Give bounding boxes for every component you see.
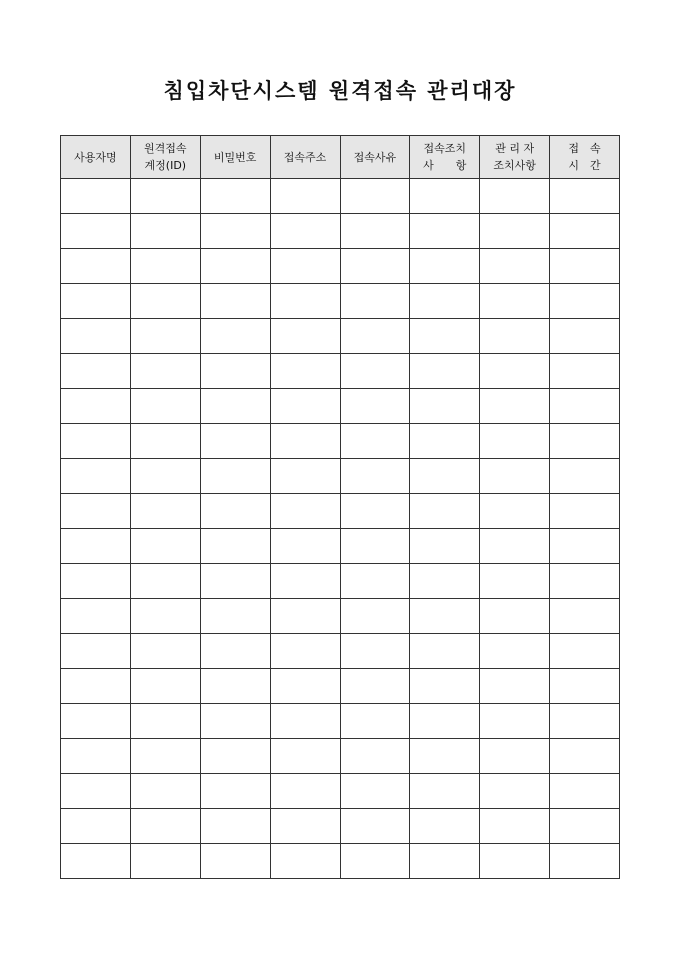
header-access-time-label-2: 시 간 (568, 159, 601, 172)
table-cell (340, 389, 410, 424)
table-cell (130, 424, 200, 459)
table-row (61, 564, 620, 599)
table-cell (550, 249, 620, 284)
table-cell (410, 179, 480, 214)
table-cell (130, 844, 200, 879)
table-cell (340, 249, 410, 284)
table-row (61, 319, 620, 354)
table-cell (270, 389, 340, 424)
table-cell (410, 354, 480, 389)
table-cell (340, 529, 410, 564)
table-cell (130, 284, 200, 319)
table-cell (340, 634, 410, 669)
table-cell (200, 459, 270, 494)
table-cell (200, 529, 270, 564)
table-cell (130, 669, 200, 704)
table-cell (340, 494, 410, 529)
table-cell (61, 214, 131, 249)
remote-access-log-table (60, 135, 620, 879)
table-cell (550, 634, 620, 669)
header-remote-account-label-2: 계정(ID) (144, 159, 187, 172)
table-cell (480, 669, 550, 704)
table-cell (550, 389, 620, 424)
header-remote-account-id (130, 136, 200, 179)
table-cell (130, 459, 200, 494)
table-cell (270, 319, 340, 354)
table-cell (270, 669, 340, 704)
table-body (61, 179, 620, 879)
table-row (61, 214, 620, 249)
table-cell (61, 739, 131, 774)
table-cell (270, 739, 340, 774)
table-cell (130, 739, 200, 774)
table-cell (480, 564, 550, 599)
table-cell (130, 564, 200, 599)
table-cell (200, 844, 270, 879)
table-cell (410, 214, 480, 249)
table-cell (200, 494, 270, 529)
table-cell (480, 809, 550, 844)
table-cell (270, 424, 340, 459)
table-cell (61, 844, 131, 879)
table-row (61, 389, 620, 424)
table-cell (550, 844, 620, 879)
header-user-name (61, 136, 131, 179)
table-cell (200, 669, 270, 704)
table-cell (270, 774, 340, 809)
table-cell (410, 389, 480, 424)
table-cell (61, 424, 131, 459)
table-cell (61, 599, 131, 634)
table-cell (550, 669, 620, 704)
table-cell (130, 494, 200, 529)
table-row (61, 704, 620, 739)
table-cell (550, 494, 620, 529)
table-cell (61, 389, 131, 424)
table-header-row (61, 136, 620, 179)
table-cell (410, 599, 480, 634)
table-cell (340, 739, 410, 774)
table-cell (270, 809, 340, 844)
table-row (61, 739, 620, 774)
table-cell (340, 179, 410, 214)
table-cell (130, 214, 200, 249)
table-cell (550, 284, 620, 319)
table-cell (480, 459, 550, 494)
table-cell (480, 249, 550, 284)
header-admin-action-label-1: 관 리 자 (495, 142, 535, 155)
table-cell (410, 669, 480, 704)
table-row (61, 669, 620, 704)
header-admin-action-label-2: 조치사항 (493, 159, 536, 172)
table-cell (340, 844, 410, 879)
table-cell (550, 179, 620, 214)
header-access-address-label: 접속주소 (283, 150, 327, 164)
table-cell (480, 284, 550, 319)
header-access-address (270, 136, 340, 179)
header-access-action-label-2: 사 항 (423, 159, 467, 172)
table-cell (200, 179, 270, 214)
table-cell (410, 564, 480, 599)
table-cell (550, 774, 620, 809)
table-cell (200, 214, 270, 249)
table-cell (480, 599, 550, 634)
table-row (61, 249, 620, 284)
header-access-action (410, 136, 480, 179)
table-cell (410, 319, 480, 354)
header-remote-account-label-1: 원격접속 (144, 142, 187, 155)
table-cell (340, 809, 410, 844)
table-row (61, 284, 620, 319)
table-cell (270, 704, 340, 739)
table-cell (61, 774, 131, 809)
table-cell (480, 774, 550, 809)
table-cell (270, 634, 340, 669)
table-cell (270, 599, 340, 634)
table-cell (550, 809, 620, 844)
table-cell (480, 844, 550, 879)
table-cell (550, 319, 620, 354)
table-row (61, 599, 620, 634)
table-cell (130, 529, 200, 564)
table-cell (130, 774, 200, 809)
table-cell (550, 739, 620, 774)
table-cell (61, 704, 131, 739)
document-title: 침입차단시스템 원격접속 관리대장 (163, 78, 517, 103)
table-cell (200, 389, 270, 424)
table-cell (410, 494, 480, 529)
table-cell (61, 529, 131, 564)
table-cell (270, 844, 340, 879)
table-cell (200, 564, 270, 599)
table-cell (550, 564, 620, 599)
table-cell (340, 669, 410, 704)
table-cell (61, 354, 131, 389)
table-row (61, 809, 620, 844)
table-cell (130, 809, 200, 844)
table-cell (270, 529, 340, 564)
table-cell (410, 529, 480, 564)
table-cell (340, 424, 410, 459)
table-row (61, 494, 620, 529)
table-cell (480, 354, 550, 389)
table-cell (410, 809, 480, 844)
table-cell (550, 354, 620, 389)
table-cell (130, 319, 200, 354)
table-cell (340, 564, 410, 599)
table-cell (550, 424, 620, 459)
table-row (61, 844, 620, 879)
table-row (61, 529, 620, 564)
table-cell (410, 634, 480, 669)
table-cell (480, 704, 550, 739)
table-cell (270, 459, 340, 494)
table-cell (340, 599, 410, 634)
header-access-time (550, 136, 620, 179)
table-cell (410, 424, 480, 459)
table-cell (410, 284, 480, 319)
header-access-reason-label: 접속사유 (353, 150, 397, 164)
table-row (61, 774, 620, 809)
table-cell (130, 354, 200, 389)
table-cell (410, 774, 480, 809)
table-cell (480, 179, 550, 214)
table-cell (410, 704, 480, 739)
table-row (61, 179, 620, 214)
table-cell (61, 284, 131, 319)
header-access-reason (340, 136, 410, 179)
table-cell (480, 214, 550, 249)
table-cell (340, 354, 410, 389)
table-cell (61, 249, 131, 284)
table-cell (340, 214, 410, 249)
table-cell (200, 284, 270, 319)
table-cell (270, 179, 340, 214)
table-cell (480, 529, 550, 564)
table-row (61, 634, 620, 669)
table-row (61, 354, 620, 389)
table-cell (130, 634, 200, 669)
table-cell (550, 599, 620, 634)
table-cell (480, 319, 550, 354)
header-admin-action (480, 136, 550, 179)
table-cell (410, 844, 480, 879)
table-cell (200, 319, 270, 354)
header-access-time-label-1: 접 속 (568, 142, 601, 155)
table-row (61, 424, 620, 459)
table-cell (270, 249, 340, 284)
table-cell (200, 634, 270, 669)
table-cell (200, 774, 270, 809)
table-row (61, 459, 620, 494)
table-cell (61, 564, 131, 599)
table-cell (61, 669, 131, 704)
table-cell (340, 319, 410, 354)
table-cell (61, 634, 131, 669)
table-cell (340, 704, 410, 739)
header-access-action-label-1: 접속조치 (423, 142, 467, 155)
table-cell (480, 424, 550, 459)
table-cell (200, 354, 270, 389)
table-cell (410, 249, 480, 284)
table-cell (200, 704, 270, 739)
table-cell (130, 179, 200, 214)
table-cell (61, 179, 131, 214)
table-cell (200, 739, 270, 774)
table-cell (200, 599, 270, 634)
table-cell (480, 389, 550, 424)
table-cell (200, 424, 270, 459)
table-cell (61, 319, 131, 354)
table-cell (130, 249, 200, 284)
table-cell (200, 809, 270, 844)
table-cell (130, 389, 200, 424)
table-cell (550, 529, 620, 564)
table-cell (480, 494, 550, 529)
table-cell (130, 599, 200, 634)
table-cell (480, 739, 550, 774)
table-cell (410, 459, 480, 494)
table-cell (410, 739, 480, 774)
table-cell (270, 214, 340, 249)
table-cell (270, 354, 340, 389)
table-cell (270, 494, 340, 529)
header-password-label: 비밀번호 (213, 150, 257, 164)
table-cell (270, 284, 340, 319)
table-cell (550, 214, 620, 249)
table-cell (340, 774, 410, 809)
table-cell (130, 704, 200, 739)
header-password (200, 136, 270, 179)
table-cell (340, 459, 410, 494)
table-cell (340, 284, 410, 319)
table-cell (61, 809, 131, 844)
table-cell (61, 494, 131, 529)
header-user-name-label: 사용자명 (74, 150, 117, 164)
table-cell (200, 249, 270, 284)
table-cell (550, 459, 620, 494)
table-cell (270, 564, 340, 599)
table-cell (61, 459, 131, 494)
table-cell (550, 704, 620, 739)
table-cell (480, 634, 550, 669)
